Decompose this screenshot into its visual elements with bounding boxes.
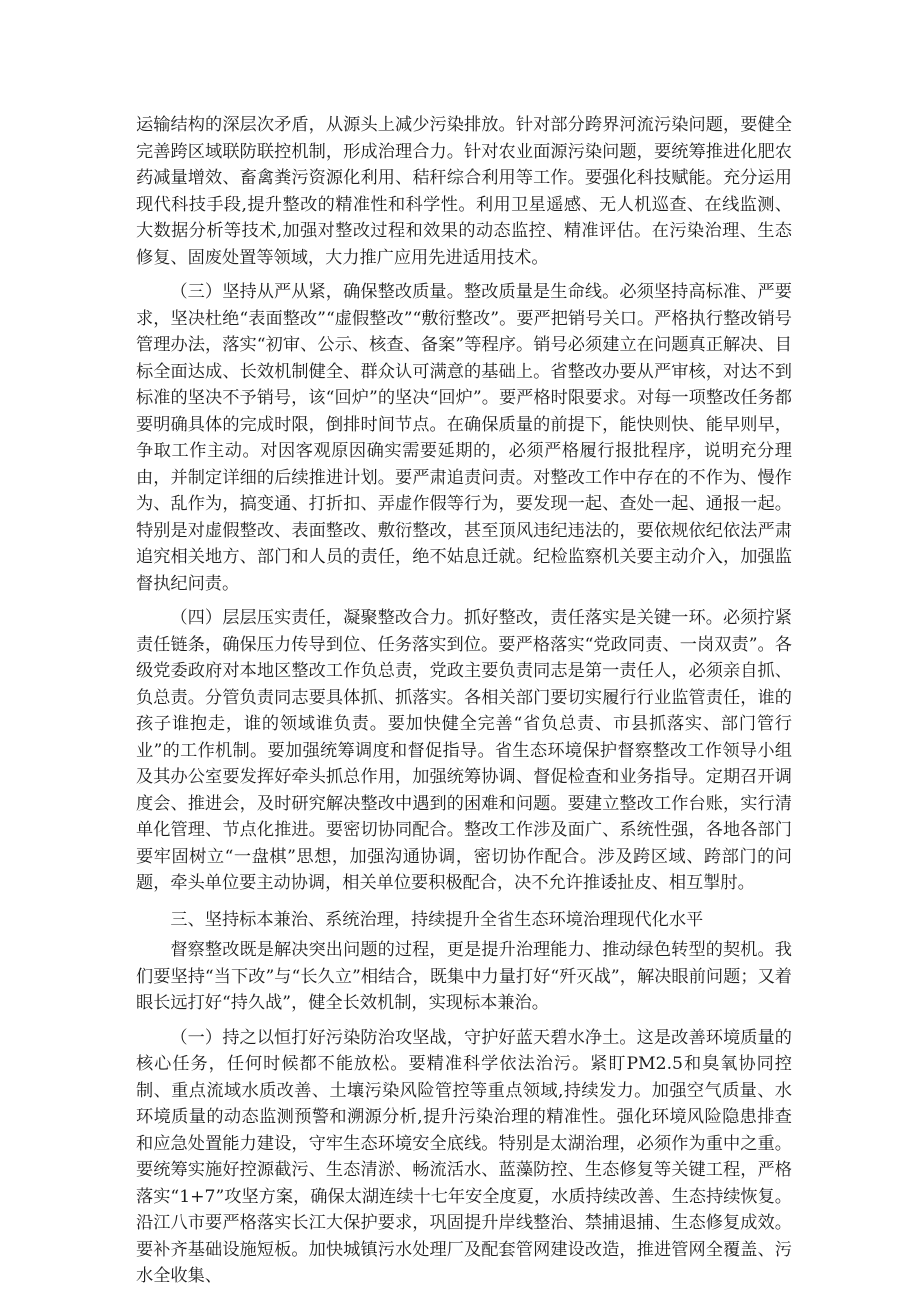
- paragraph-section-4: （四）层层压实责任，凝聚整改合力。抓好整改，责任落实是关键一环。必须拧紧责任链条，确保压力传导到位、任务落实到位。要严格落实“党政同责、一岗双责”。各级党委政府对本地区整改工作负总责，党政主要负责同志是第一责任人，必须亲自抓、负总责。分管负责同志要具体抓、抓落实。各相关部门要切实履行行业监管责任，谁的孩子谁抱走，谁的领域谁负责。要加快健全完善“省负总责、市县抓落实、部门管行业”的工作机制。要加强统筹调度和督促指导。省生态环境保护督察整改工作领导小组及其办公室要发挥好牵头抓总作用，加强统筹协调、督促检查和业务指导。定期召开调度会、推进会，及时研究解决整改中遇到的困难和问题。要建立整改工作台账，实行清单化管理、节点化推进。要密切协同配合。整改工作涉及面广、系统性强，各地各部门要牢固树立“一盘棋”思想，加强沟通协调，密切协作配合。涉及跨区域、跨部门的问题，牵头单位要主动协调，相关单位要积极配合，决不允许推诿扯皮、相互掣肘。: [136, 608, 792, 893]
- paragraph-subsection-1: （一）持之以恒打好污染防治攻坚战，守护好蓝天碧水净土。这是改善环境质量的核心任务，任何时候都不能放松。要精准科学依法治污。紧盯PM2.5和臭氧协同控制、重点流域水质改善、土壤污染风险管控等重点领域,持续发力。加强空气质量、水环境质量的动态监测预警和溯源分析,提升污染治理的精准性。强化环境风险隐患排查和应急处置能力建设，守牢生态环境安全底线。特别是太湖治理，必须作为重中之重。要统筹实施好控源截污、生态清淤、畅流活水、蓝藻防控、生态修复等关键工程，严格落实“1+7”攻坚方案，确保太湖连续十七年安全度夏，水质持续改善、生态持续恢复。沿江八市要严格落实长江大保护要求，巩固提升岸线整治、禁捕退捕、生态修复成效。要补齐基础设施短板。加快城镇污水处理厂及配套管网建设改造，推进管网全覆盖、污水全收集、: [136, 1027, 792, 1286]
- paragraph-intro: 督察整改既是解决突出问题的过程，更是提升治理能力、推动绿色转型的契机。我们要坚持“当下改”与“长久立”相结合，既集中力量打好“歼灭战”，解决眼前问题；又着眼长远打好“持久战”，健全长效机制，实现标本兼治。: [136, 940, 792, 1013]
- paragraph-continued: 运输结构的深层次矛盾，从源头上减少污染排放。针对部分跨界河流污染问题，要健全完善跨区域联防联控机制，形成治理合力。针对农业面源污染问题，要统筹推进化肥农药减量增效、畜禽粪污资源化利用、秸秆综合利用等工作。要强化科技赋能。充分运用现代科技手段,提升整改的精准性和科学性。利用卫星遥感、无人机巡查、在线监测、大数据分析等技术,加强对整改过程和效果的动态监控、精准评估。在污染治理、生态修复、固废处置等领域，大力推广应用先进适用技术。: [136, 115, 792, 268]
- document-page: [136, 112, 792, 1290]
- paragraph-section-3: （三）坚持从严从紧，确保整改质量。整改质量是生命线。必须坚持高标准、严要求，坚决杜绝“表面整改”“虚假整改”“敷衍整改”。要严把销号关口。严格执行整改销号管理办法，落实“初审、公示、核查、备案”等程序。销号必须建立在问题真正解决、目标全面达成、长效机制健全、群众认可满意的基础上。省整改办要从严审核，对达不到标准的坚决不予销号，该“回炉”的坚决“回炉”。要严格时限要求。对每一项整改任务都要明确具体的完成时限，倒排时间节点。在确保质量的前提下，能快则快、能早则早，争取工作主动。对因客观原因确实需要延期的，必须严格履行报批程序，说明充分理由，并制定详细的后续推进计划。要严肃追责问责。对整改工作中存在的不作为、慢作为、乱作为，搞变通、打折扣、弄虚作假等行为，要发现一起、查处一起、通报一起。特别是对虚假整改、表面整改、敷衍整改，甚至顶风违纪违法的，要依规依纪依法严肃追究相关地方、部门和人员的责任，绝不姑息迁就。纪检监察机关要主动介入，加强监督执纪问责。: [136, 282, 792, 594]
- section-heading: 三、坚持标本兼治、系统治理，持续提升全省生态环境治理现代化水平: [170, 909, 704, 930]
